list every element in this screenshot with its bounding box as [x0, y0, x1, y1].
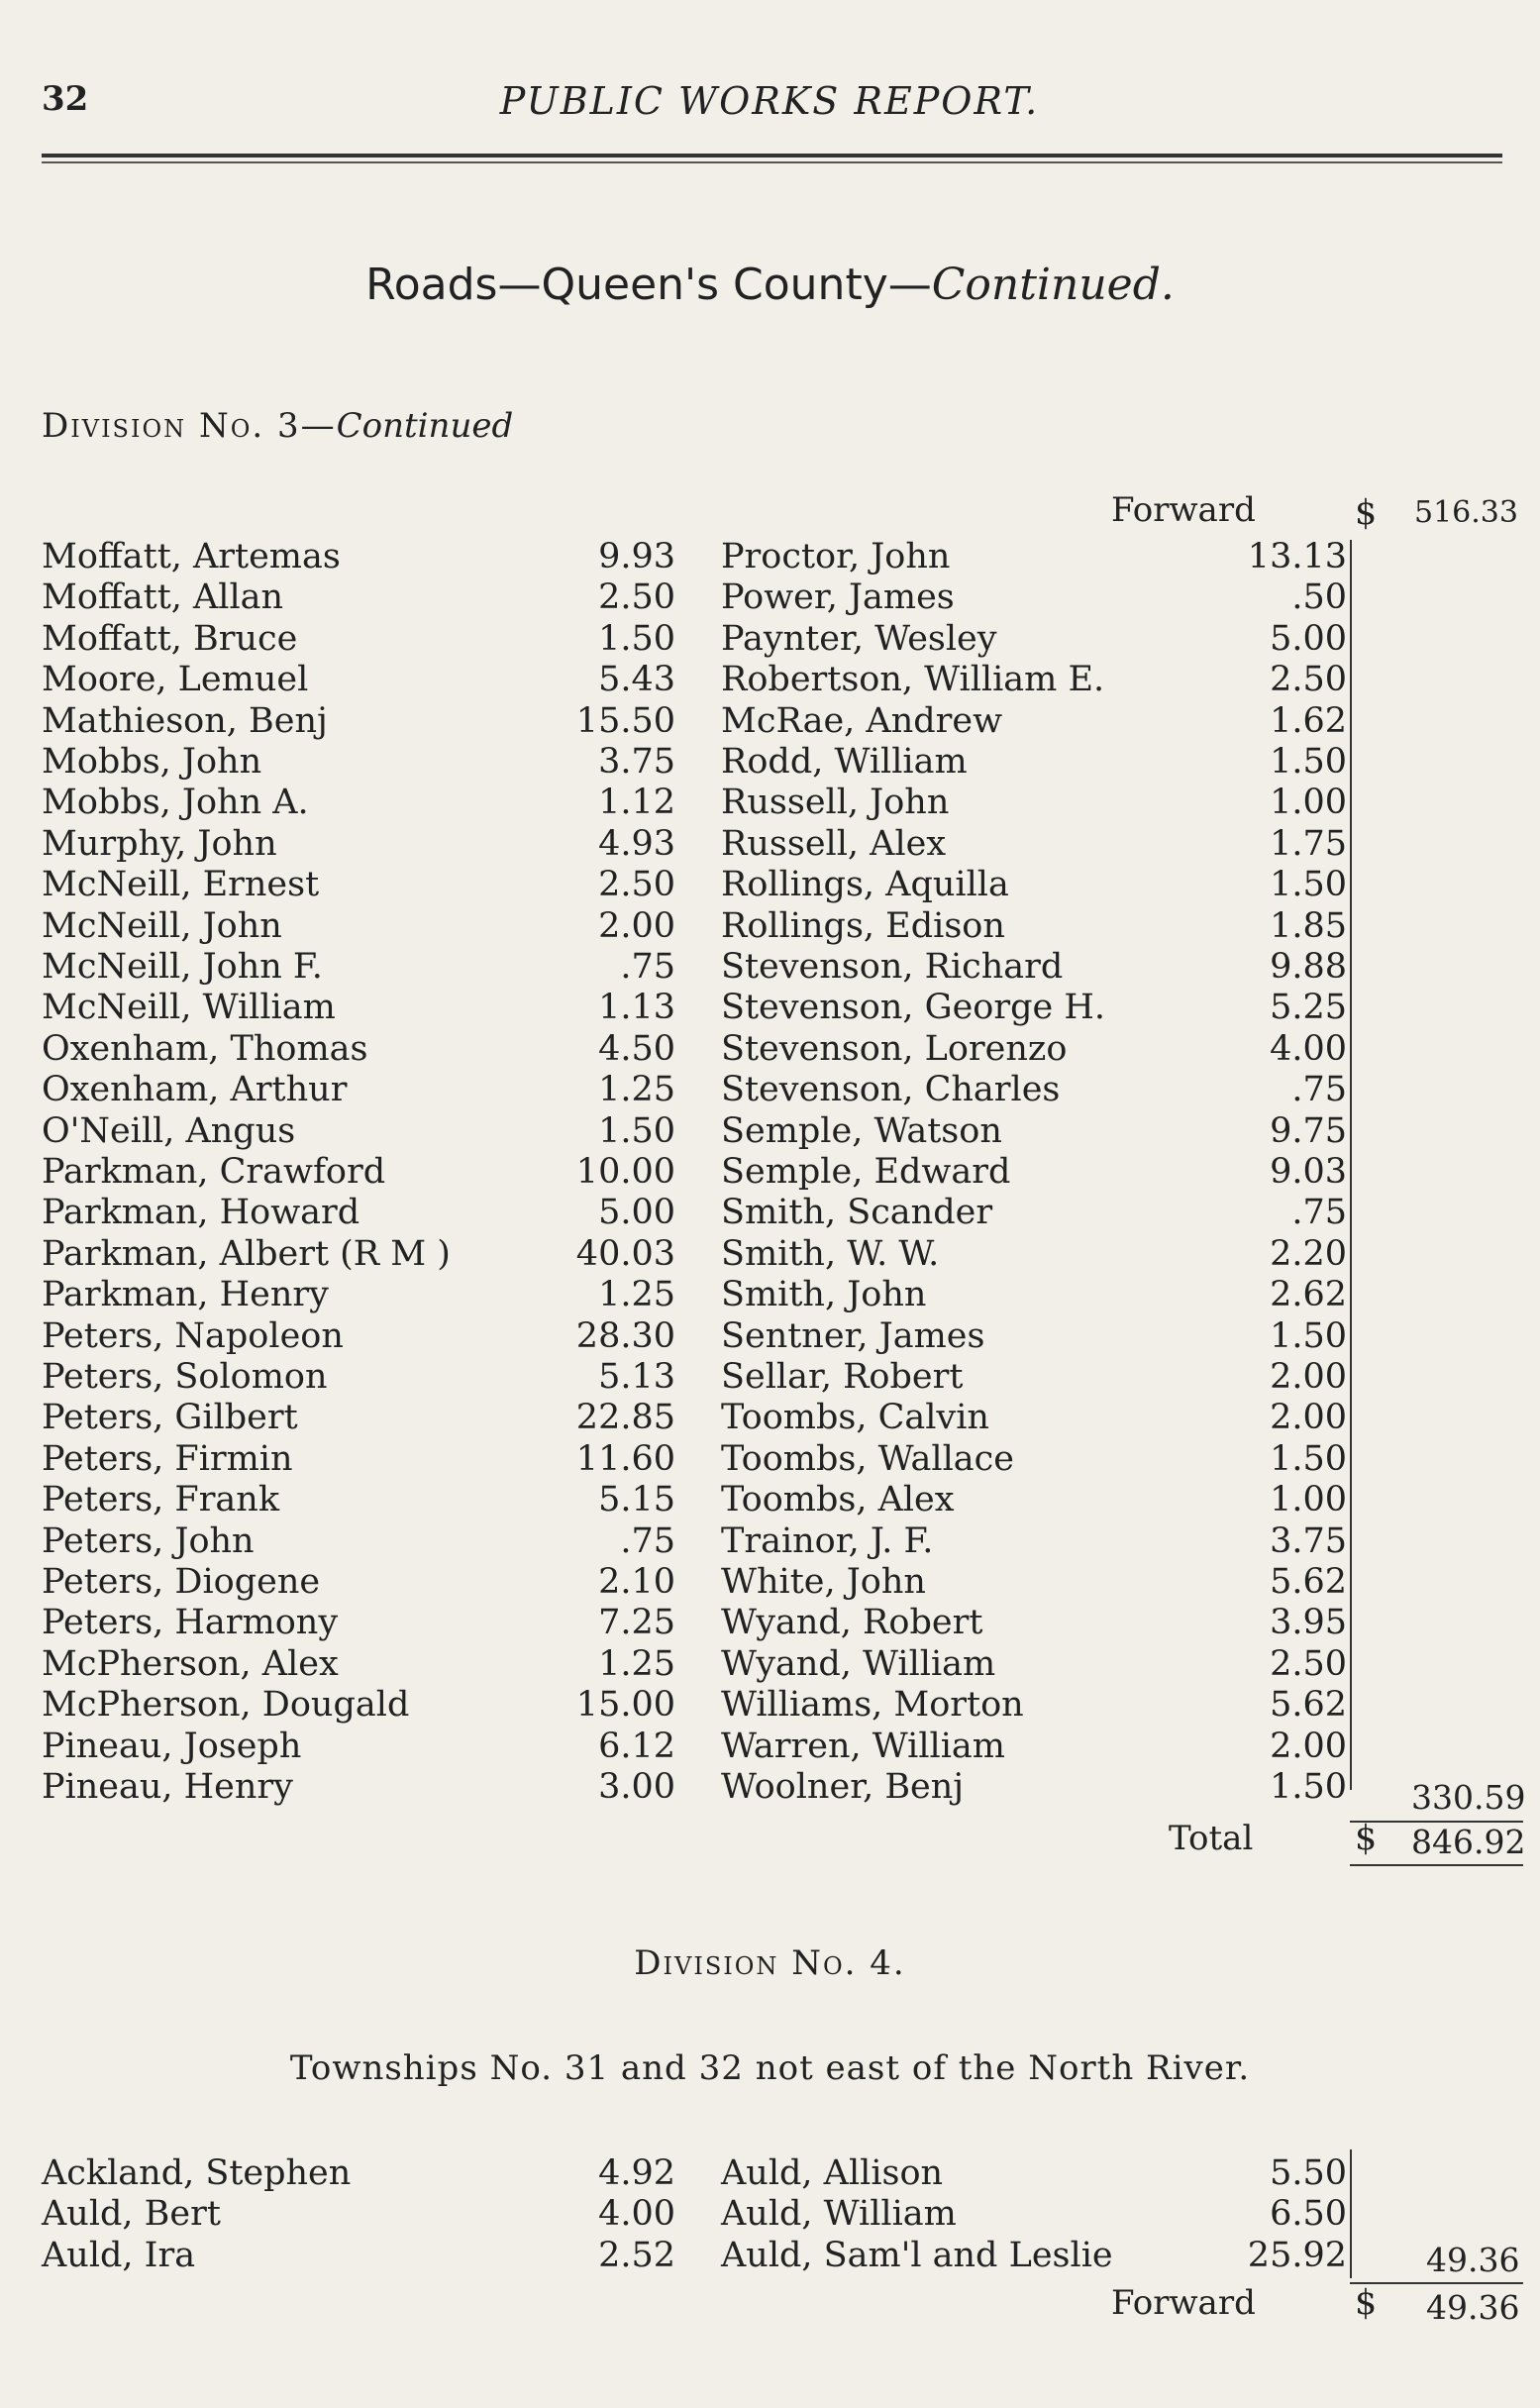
ledger-row-amount: 5.50 [1270, 2153, 1347, 2193]
ledger-row-amount: 1.13 [598, 988, 675, 1028]
ledger-row [42, 742, 675, 783]
ledger-row [721, 947, 1347, 988]
page-header [42, 79, 1497, 129]
ledger-row-name: Pineau, Henry [42, 1767, 293, 1807]
ledger-row-name: Mobbs, John A. [42, 783, 309, 823]
ledger-row-amount: 11.60 [575, 1438, 675, 1479]
division-3-label: Division No. 3— [42, 406, 337, 446]
ledger-row [721, 2194, 1347, 2235]
ledger-row [721, 1029, 1347, 1070]
ledger-row [721, 1685, 1347, 1726]
ledger-row-name: Ackland, Stephen [42, 2153, 352, 2193]
ledger-row-name: Stevenson, Lorenzo [721, 1028, 1068, 1069]
ledger-row-name: Murphy, John [42, 823, 277, 864]
ledger-row-amount: 22.85 [575, 1398, 675, 1438]
ledger-row [721, 1070, 1347, 1110]
ledger-row-name: Oxenham, Arthur [42, 1070, 348, 1110]
ledger-row-name: Stevenson, Richard [721, 947, 1064, 987]
division-3-column-total: 330.59 [1411, 1778, 1526, 1817]
ledger-row [721, 1316, 1347, 1357]
ledger-row-name: Semple, Edward [721, 1152, 1011, 1192]
ledger-row-amount: 9.03 [1270, 1152, 1347, 1192]
ledger-row [42, 701, 675, 742]
ledger-row-amount: 15.50 [575, 700, 675, 741]
ledger-row [42, 619, 675, 660]
ledger-row [721, 1152, 1347, 1193]
ledger-row-name: McNeill, William [42, 988, 336, 1028]
ledger-row [721, 1603, 1347, 1643]
ledger-row-name: McNeill, John [42, 905, 282, 946]
division-3-total-rule [1350, 1864, 1523, 1866]
ledger-row [42, 783, 675, 823]
ledger-row-name: Williams, Morton [721, 1685, 1024, 1726]
ledger-row [42, 2236, 675, 2276]
header-rule-thin [42, 161, 1502, 163]
ledger-row-amount: 1.75 [1270, 823, 1347, 864]
division-3-total-label: Total [1169, 1819, 1254, 1858]
ledger-row [42, 2194, 675, 2235]
ledger-row-amount: 1.00 [1270, 783, 1347, 823]
ledger-row-amount: 13.13 [1247, 537, 1347, 576]
ledger-row [721, 1480, 1347, 1520]
ledger-row-amount: 1.12 [598, 783, 675, 823]
ledger-row [42, 1275, 675, 1315]
ledger-row [721, 1521, 1347, 1562]
ledger-row [42, 1767, 675, 1808]
ledger-row-name: Trainor, J. F. [721, 1520, 934, 1561]
ledger-row [721, 1234, 1347, 1275]
ledger-row-amount: 1.25 [598, 1070, 675, 1110]
ledger-row-name: Peters, John [42, 1520, 255, 1561]
ledger-row-name: Power, James [721, 577, 955, 618]
ledger-row-name: Proctor, John [721, 537, 951, 576]
ledger-row-name: Peters, Harmony [42, 1603, 339, 1643]
ledger-row-amount: 1.62 [1270, 700, 1347, 741]
ledger-row-amount: 2.20 [1270, 1233, 1347, 1274]
division-4-label: Division No. 4. [634, 1943, 906, 1983]
division-4-forward-dollar: $ [1355, 2283, 1378, 2323]
ledger-row-amount: 25.92 [1247, 2235, 1347, 2275]
ledger-row [42, 1480, 675, 1520]
ledger-row-name: Parkman, Howard [42, 1193, 360, 1233]
ledger-row-name: Auld, Allison [721, 2153, 944, 2193]
ledger-row-name: Woolner, Benj [721, 1767, 965, 1807]
ledger-row-name: Toombs, Alex [721, 1480, 955, 1520]
division-3-ledger-rule [1350, 540, 1352, 1790]
ledger-row-amount: 5.15 [598, 1480, 675, 1520]
ledger-row-name: Moffatt, Artemas [42, 537, 341, 576]
ledger-row-amount: 9.88 [1270, 947, 1347, 987]
ledger-row [721, 660, 1347, 700]
ledger-row-name: McPherson, Alex [42, 1643, 339, 1684]
header-rule [42, 154, 1502, 157]
ledger-row-name: Sellar, Robert [721, 1357, 964, 1397]
ledger-row-amount: 40.03 [575, 1233, 675, 1274]
ledger-row-name: Wyand, Robert [721, 1603, 983, 1643]
ledger-row-name: Auld, Ira [42, 2235, 196, 2275]
ledger-row-amount: 5.43 [598, 660, 675, 700]
ledger-row [42, 2153, 675, 2194]
ledger-row-amount: 1.00 [1270, 1480, 1347, 1520]
ledger-row-name: Smith, John [721, 1275, 927, 1315]
ledger-row [721, 783, 1347, 823]
ledger-row-name: McRae, Andrew [721, 700, 1003, 741]
ledger-row [721, 742, 1347, 783]
ledger-row-amount: 28.30 [575, 1315, 675, 1356]
ledger-row-amount: 5.62 [1270, 1562, 1347, 1602]
ledger-row [721, 1727, 1347, 1767]
ledger-row [721, 988, 1347, 1028]
ledger-row-amount: 1.25 [598, 1643, 675, 1684]
ledger-row-amount: 1.50 [1270, 1438, 1347, 1479]
ledger-row-amount: 3.00 [598, 1767, 675, 1807]
ledger-row-amount: 2.00 [1270, 1398, 1347, 1438]
ledger-row [721, 2236, 1347, 2276]
section-title [0, 260, 1540, 310]
division-4-subtitle: Townships No. 31 and 32 not east of the North River. [289, 2048, 1251, 2088]
ledger-row-amount: .75 [620, 947, 675, 987]
division-4-forward-label: Forward [1111, 2283, 1256, 2323]
ledger-row-name: Peters, Gilbert [42, 1398, 298, 1438]
ledger-row-name: White, John [721, 1562, 926, 1602]
ledger-row-amount: 4.92 [598, 2153, 675, 2193]
ledger-row-name: Moore, Lemuel [42, 660, 309, 700]
ledger-row-amount: 15.00 [575, 1685, 675, 1726]
ledger-row-amount: .75 [620, 1520, 675, 1561]
ledger-row-amount: 5.13 [598, 1357, 675, 1397]
ledger-row-name: McNeill, Ernest [42, 865, 320, 905]
ledger-row-name: Stevenson, Charles [721, 1070, 1061, 1110]
ledger-row-amount: 9.75 [1270, 1110, 1347, 1151]
division-3-heading [42, 406, 513, 446]
ledger-row-name: Rollings, Edison [721, 905, 1005, 946]
ledger-row-name: Peters, Napoleon [42, 1315, 344, 1356]
ledger-row-name: Mobbs, John [42, 742, 262, 782]
ledger-row [721, 1562, 1347, 1603]
ledger-row [721, 1275, 1347, 1315]
ledger-row-amount: 3.95 [1270, 1603, 1347, 1643]
ledger-row-name: Russell, John [721, 783, 950, 823]
ledger-row [42, 947, 675, 988]
division-3-forward-label: Forward [1111, 490, 1256, 530]
division-4-forward-amount: 49.36 [1426, 2288, 1520, 2327]
ledger-row [721, 1398, 1347, 1438]
ledger-row [42, 1316, 675, 1357]
ledger-row [42, 1193, 675, 1233]
ledger-row [42, 1357, 675, 1398]
ledger-row [42, 1398, 675, 1438]
ledger-row [721, 1439, 1347, 1480]
ledger-row [42, 1234, 675, 1275]
ledger-row-amount: 2.50 [1270, 1643, 1347, 1684]
division-3-label-cont: Continued [336, 406, 514, 446]
ledger-row-name: McNeill, John F. [42, 947, 323, 987]
ledger-row-amount: 6.12 [598, 1726, 675, 1766]
division-3-total-dollar: $ [1355, 1819, 1378, 1858]
ledger-row-amount: 2.50 [598, 577, 675, 618]
ledger-row-amount: 5.00 [1270, 618, 1347, 659]
ledger-row [721, 1644, 1347, 1685]
ledger-row [42, 988, 675, 1028]
ledger-row-amount: 5.00 [598, 1193, 675, 1233]
ledger-row-amount: 1.50 [1270, 865, 1347, 905]
ledger-row-amount: 2.62 [1270, 1275, 1347, 1315]
ledger-row [721, 537, 1347, 577]
ledger-row-amount: 1.25 [598, 1275, 675, 1315]
division-3-forward-dollar: $ [1355, 493, 1378, 533]
ledger-row [721, 1357, 1347, 1398]
ledger-row-amount: 1.50 [1270, 1315, 1347, 1356]
ledger-row-amount: 9.93 [598, 537, 675, 576]
ledger-row-amount: 7.25 [598, 1603, 675, 1643]
ledger-row-name: Pineau, Joseph [42, 1726, 302, 1766]
ledger-row [42, 1562, 675, 1603]
ledger-row [721, 824, 1347, 865]
ledger-row-name: Peters, Frank [42, 1480, 280, 1520]
ledger-row-amount: 4.00 [1270, 1028, 1347, 1069]
ledger-row-name: Toombs, Calvin [721, 1398, 989, 1438]
ledger-row [42, 1070, 675, 1110]
ledger-row-name: Stevenson, George H. [721, 988, 1105, 1028]
ledger-row [42, 1727, 675, 1767]
ledger-row [721, 1767, 1347, 1808]
ledger-row [721, 2153, 1347, 2194]
ledger-row-name: Rollings, Aquilla [721, 865, 1009, 905]
ledger-row-amount: 5.25 [1270, 988, 1347, 1028]
ledger-row [42, 824, 675, 865]
ledger-row-name: Oxenham, Thomas [42, 1028, 368, 1069]
ledger-row-amount: 2.00 [1270, 1357, 1347, 1397]
ledger-row-amount: 2.00 [598, 905, 675, 946]
ledger-row-amount: 1.85 [1270, 905, 1347, 946]
ledger-row-amount: 10.00 [575, 1152, 675, 1192]
ledger-row-name: Wyand, William [721, 1643, 996, 1684]
ledger-row [42, 1029, 675, 1070]
ledger-row-amount: 3.75 [598, 742, 675, 782]
ledger-row [721, 577, 1347, 618]
ledger-row [42, 1439, 675, 1480]
ledger-row-amount: .75 [1291, 1070, 1347, 1110]
ledger-row-name: Peters, Diogene [42, 1562, 321, 1602]
ledger-row [721, 906, 1347, 947]
ledger-row-name: Semple, Watson [721, 1110, 1002, 1151]
division-4-ledger-rule [1350, 2149, 1352, 2278]
ledger-row-name: Mathieson, Benj [42, 700, 328, 741]
ledger-row [721, 701, 1347, 742]
ledger-row [42, 537, 675, 577]
running-title: PUBLIC WORKS REPORT. [499, 79, 1040, 123]
ledger-row-amount: 2.50 [598, 865, 675, 905]
ledger-row-amount: 1.50 [598, 1110, 675, 1151]
ledger-row-amount: 4.00 [598, 2194, 675, 2235]
ledger-row-name: Robertson, William E. [721, 660, 1105, 700]
ledger-row-name: Russell, Alex [721, 823, 947, 864]
ledger-row-name: Peters, Solomon [42, 1357, 328, 1397]
ledger-row-amount: 1.50 [598, 618, 675, 659]
ledger-row-name: Parkman, Henry [42, 1275, 329, 1315]
ledger-row-amount: 5.62 [1270, 1685, 1347, 1726]
ledger-row-amount: 6.50 [1270, 2194, 1347, 2235]
ledger-row-name: Moffatt, Allan [42, 577, 284, 618]
ledger-row [42, 660, 675, 700]
ledger-row [721, 1193, 1347, 1233]
ledger-row-name: Toombs, Wallace [721, 1438, 1014, 1479]
ledger-row-name: Smith, W. W. [721, 1233, 940, 1274]
ledger-row-amount: 1.50 [1270, 742, 1347, 782]
ledger-row-amount: 4.50 [598, 1028, 675, 1069]
ledger-row [42, 1685, 675, 1726]
ledger-row-name: Peters, Firmin [42, 1438, 293, 1479]
ledger-row-name: Sentner, James [721, 1315, 985, 1356]
ledger-row [42, 1111, 675, 1152]
ledger-row-amount: 2.10 [598, 1562, 675, 1602]
ledger-row [42, 577, 675, 618]
ledger-row-name: Parkman, Crawford [42, 1152, 386, 1192]
division-4-column-total: 49.36 [1426, 2241, 1520, 2279]
ledger-row [42, 1152, 675, 1193]
ledger-row [721, 865, 1347, 905]
ledger-row-amount: 2.52 [598, 2235, 675, 2275]
page-number: 32 [42, 79, 89, 119]
ledger-row-name: Smith, Scander [721, 1193, 993, 1233]
ledger-row-name: O'Neill, Angus [42, 1110, 296, 1151]
ledger-row [42, 865, 675, 905]
ledger-row-amount: .75 [1291, 1193, 1347, 1233]
division-3-total-amount: 846.92 [1411, 1823, 1526, 1861]
ledger-row-amount: 2.00 [1270, 1726, 1347, 1766]
ledger-row [42, 1603, 675, 1643]
section-title-cont: Continued. [931, 260, 1175, 310]
division-3-forward-amount: 516.33 [1414, 495, 1518, 530]
ledger-row [721, 1111, 1347, 1152]
ledger-row [42, 1644, 675, 1685]
ledger-row-name: Parkman, Albert (R M ) [42, 1233, 451, 1274]
ledger-row-name: McPherson, Dougald [42, 1685, 410, 1726]
ledger-row-name: Warren, William [721, 1726, 1005, 1766]
ledger-row-amount: 3.75 [1270, 1520, 1347, 1561]
ledger-row-name: Paynter, Wesley [721, 618, 997, 659]
ledger-row [42, 906, 675, 947]
ledger-row-name: Auld, Bert [42, 2194, 221, 2235]
ledger-row-amount: 4.93 [598, 823, 675, 864]
ledger-row-name: Moffatt, Bruce [42, 618, 298, 659]
ledger-row-amount: .50 [1291, 577, 1347, 618]
ledger-row-amount: 2.50 [1270, 660, 1347, 700]
ledger-row [42, 1521, 675, 1562]
ledger-row-name: Rodd, William [721, 742, 968, 782]
section-title-main: Roads—Queen's County— [365, 260, 932, 310]
ledger-row-name: Auld, William [721, 2194, 957, 2235]
ledger-row [721, 619, 1347, 660]
ledger-row-amount: 1.50 [1270, 1767, 1347, 1807]
division-4-heading [0, 1943, 1540, 1983]
ledger-row-name: Auld, Sam'l and Leslie [721, 2235, 1113, 2275]
